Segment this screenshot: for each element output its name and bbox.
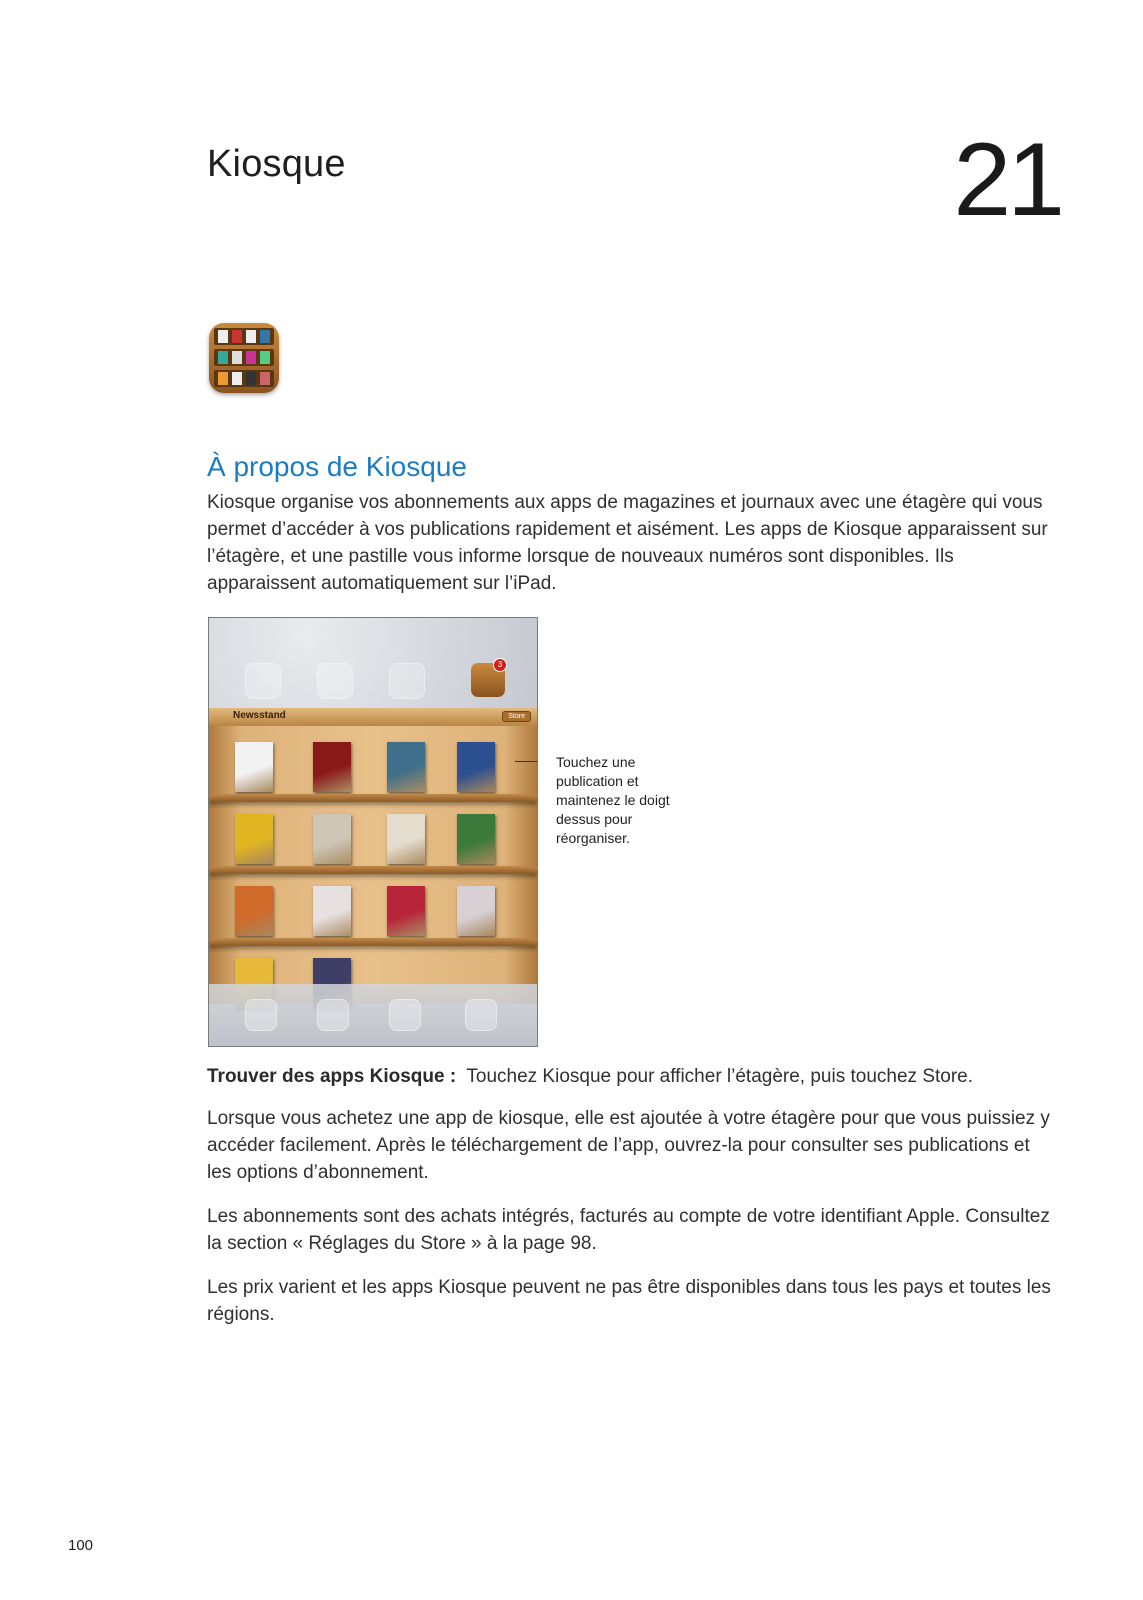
store-button: Store <box>502 711 531 722</box>
magazine-cover <box>313 886 351 936</box>
magazine-cover <box>235 742 273 792</box>
find-apps-paragraph <box>207 1063 1057 1090</box>
magazine-cover <box>235 886 273 936</box>
page-number: 100 <box>68 1537 94 1554</box>
intro-paragraph: Kiosque organise vos abonnements aux apps de magazines et journaux avec une étagère qui vous permet d’accéder à vos publications rapidement et aisément. Les apps de Kiosque apparaissent sur l’étagère, et une pastille vous informe lorsque de nouveaux numéros sont disponibles. Ils apparaissent automatiquement sur l’iPad. <box>207 492 1048 594</box>
magazine-cover <box>387 886 425 936</box>
section-heading: À propos de Kiosque <box>207 451 467 482</box>
dock-icon <box>465 999 497 1031</box>
newsstand-app-icon <box>209 323 279 393</box>
newsstand-screenshot <box>208 617 538 1047</box>
icon-shelf <box>214 370 274 387</box>
body-paragraph: Les abonnements sont des achats intégrés, facturés au compte de votre identifiant Apple. Consultez la section « Réglages du Store » à la page 98. <box>207 1206 1050 1254</box>
magazine-cover <box>457 886 495 936</box>
dock-icon <box>245 999 277 1031</box>
magazine-cover <box>387 814 425 864</box>
find-apps-label: Trouver des apps Kiosque : <box>207 1066 457 1087</box>
icon-shelf <box>214 349 274 366</box>
new-issue-badge: 3 <box>493 658 507 672</box>
body-paragraph: Lorsque vous achetez une app de kiosque, elle est ajoutée à votre étagère pour que vous puissiez y accéder facilement. Après le téléchargement de l’app, ouvrez-la pour consulter ses publications et les options d’abonnement. <box>207 1108 1050 1183</box>
magazine-cover <box>313 742 351 792</box>
screenshot-callout: Touchez une publication et maintenez le doigt dessus pour réorganiser. <box>556 754 670 846</box>
dock <box>209 984 537 1046</box>
chapter-title: Kiosque <box>207 143 346 185</box>
magazine-cover <box>457 742 495 792</box>
shelf-plank <box>209 866 537 874</box>
icon-shelf <box>214 328 274 345</box>
shelf-plank <box>209 938 537 946</box>
app-icon-faded <box>245 663 281 699</box>
wooden-shelves <box>209 726 537 1004</box>
chapter-number: 21 <box>953 122 1061 238</box>
dock-icon <box>317 999 349 1031</box>
dock-icon <box>389 999 421 1031</box>
magazine-cover <box>457 814 495 864</box>
callout-leader-line <box>515 761 537 762</box>
magazine-cover <box>313 814 351 864</box>
find-apps-text: Touchez Kiosque pour afficher l’étagère, puis touchez Store. <box>466 1066 974 1087</box>
app-icon-faded <box>317 663 353 699</box>
magazine-cover <box>387 742 425 792</box>
newsstand-title: Newsstand <box>233 710 286 721</box>
magazine-cover <box>235 814 273 864</box>
app-icon-faded <box>389 663 425 699</box>
shelf-plank <box>209 794 537 802</box>
body-paragraph: Les prix varient et les apps Kiosque peuvent ne pas être disponibles dans tous les pays et toutes les régions. <box>207 1277 1051 1325</box>
